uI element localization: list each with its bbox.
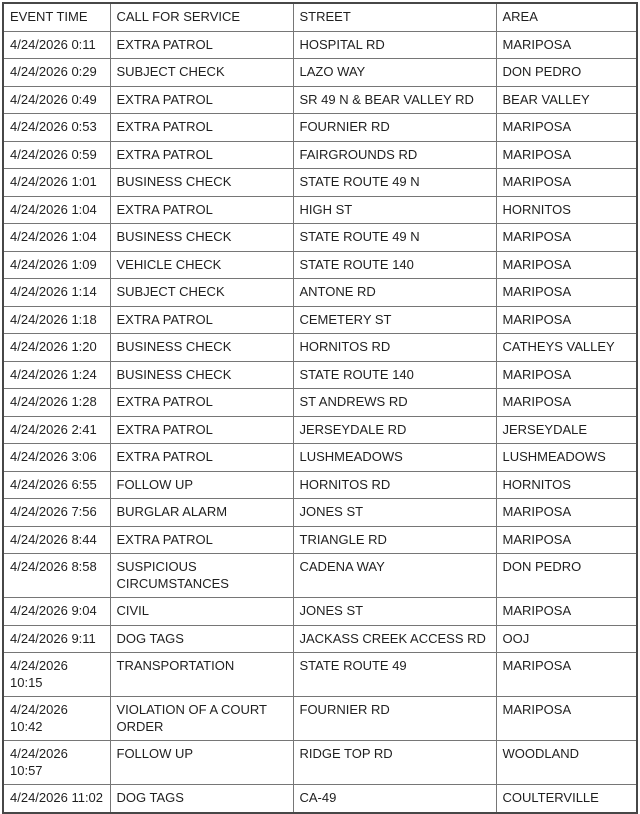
- table-row: [3, 169, 637, 197]
- cell-area: CATHEYS VALLEY: [496, 334, 637, 362]
- cell-area: HORNITOS: [496, 196, 637, 224]
- cell-area: BEAR VALLEY: [496, 86, 637, 114]
- cell-call-for-service: TRANSPORTATION: [110, 653, 293, 697]
- cell-event-time: 4/24/2026 0:49: [3, 86, 110, 114]
- cell-event-time: 4/24/2026 1:24: [3, 361, 110, 389]
- cell-event-time: 4/24/2026 1:28: [3, 389, 110, 417]
- cell-area: MARIPOSA: [496, 169, 637, 197]
- cell-area: JERSEYDALE: [496, 416, 637, 444]
- table-row: [3, 141, 637, 169]
- cell-call-for-service: EXTRA PATROL: [110, 416, 293, 444]
- table-header: [3, 3, 637, 31]
- cell-event-time: 4/24/2026 1:20: [3, 334, 110, 362]
- cell-event-time: 4/24/2026 10:57: [3, 741, 110, 785]
- cell-street: RIDGE TOP RD: [293, 741, 496, 785]
- table-row: [3, 389, 637, 417]
- table-row: [3, 196, 637, 224]
- cell-call-for-service: VEHICLE CHECK: [110, 251, 293, 279]
- table-row: [3, 361, 637, 389]
- cell-street: JACKASS CREEK ACCESS RD: [293, 625, 496, 653]
- table-body: [3, 31, 637, 813]
- cell-event-time: 4/24/2026 1:18: [3, 306, 110, 334]
- cell-street: STATE ROUTE 140: [293, 361, 496, 389]
- cell-area: HORNITOS: [496, 471, 637, 499]
- cell-call-for-service: DOG TAGS: [110, 785, 293, 813]
- cell-call-for-service: SUSPICIOUS CIRCUMSTANCES: [110, 554, 293, 598]
- table-row: [3, 554, 637, 598]
- cell-area: MARIPOSA: [496, 361, 637, 389]
- cell-area: DON PEDRO: [496, 554, 637, 598]
- cell-area: MARIPOSA: [496, 389, 637, 417]
- cell-call-for-service: SUBJECT CHECK: [110, 279, 293, 307]
- cell-event-time: 4/24/2026 10:15: [3, 653, 110, 697]
- cell-event-time: 4/24/2026 0:29: [3, 59, 110, 87]
- cell-call-for-service: BUSINESS CHECK: [110, 169, 293, 197]
- cell-area: LUSHMEADOWS: [496, 444, 637, 472]
- table-row: [3, 59, 637, 87]
- table-row: [3, 334, 637, 362]
- table-row: [3, 526, 637, 554]
- cell-area: MARIPOSA: [496, 697, 637, 741]
- table-row: [3, 653, 637, 697]
- cell-event-time: 4/24/2026 0:11: [3, 31, 110, 59]
- cell-event-time: 4/24/2026 1:09: [3, 251, 110, 279]
- cell-street: STATE ROUTE 140: [293, 251, 496, 279]
- cell-call-for-service: BURGLAR ALARM: [110, 499, 293, 527]
- table-row: [3, 86, 637, 114]
- cell-call-for-service: VIOLATION OF A COURT ORDER: [110, 697, 293, 741]
- table-row: [3, 499, 637, 527]
- table-row: [3, 471, 637, 499]
- cell-area: WOODLAND: [496, 741, 637, 785]
- column-header-call-for-service: CALL FOR SERVICE: [110, 3, 293, 31]
- column-header-street: STREET: [293, 3, 496, 31]
- cell-street: CA-49: [293, 785, 496, 813]
- cell-event-time: 4/24/2026 8:44: [3, 526, 110, 554]
- cell-area: MARIPOSA: [496, 31, 637, 59]
- cell-area: MARIPOSA: [496, 141, 637, 169]
- cell-event-time: 4/24/2026 7:56: [3, 499, 110, 527]
- cell-street: STATE ROUTE 49: [293, 653, 496, 697]
- cell-street: HOSPITAL RD: [293, 31, 496, 59]
- cell-event-time: 4/24/2026 1:14: [3, 279, 110, 307]
- cell-call-for-service: SUBJECT CHECK: [110, 59, 293, 87]
- cell-street: JERSEYDALE RD: [293, 416, 496, 444]
- column-header-area: AREA: [496, 3, 637, 31]
- cell-event-time: 4/24/2026 11:02: [3, 785, 110, 813]
- cell-event-time: 4/24/2026 9:04: [3, 598, 110, 626]
- cell-event-time: 4/24/2026 6:55: [3, 471, 110, 499]
- header-row: [3, 3, 637, 31]
- cell-street: STATE ROUTE 49 N: [293, 169, 496, 197]
- cell-call-for-service: BUSINESS CHECK: [110, 224, 293, 252]
- cell-area: MARIPOSA: [496, 114, 637, 142]
- cell-call-for-service: EXTRA PATROL: [110, 306, 293, 334]
- cell-call-for-service: EXTRA PATROL: [110, 114, 293, 142]
- cell-street: JONES ST: [293, 499, 496, 527]
- cell-street: HORNITOS RD: [293, 471, 496, 499]
- cell-call-for-service: FOLLOW UP: [110, 741, 293, 785]
- cell-area: DON PEDRO: [496, 59, 637, 87]
- cell-area: MARIPOSA: [496, 653, 637, 697]
- cell-street: ST ANDREWS RD: [293, 389, 496, 417]
- cell-call-for-service: DOG TAGS: [110, 625, 293, 653]
- table-row: [3, 741, 637, 785]
- cell-call-for-service: EXTRA PATROL: [110, 141, 293, 169]
- cell-street: HORNITOS RD: [293, 334, 496, 362]
- cell-area: COULTERVILLE: [496, 785, 637, 813]
- table-row: [3, 251, 637, 279]
- cell-area: MARIPOSA: [496, 598, 637, 626]
- table-row: [3, 306, 637, 334]
- cell-street: CADENA WAY: [293, 554, 496, 598]
- cell-call-for-service: EXTRA PATROL: [110, 86, 293, 114]
- cell-street: FOURNIER RD: [293, 114, 496, 142]
- cell-street: SR 49 N & BEAR VALLEY RD: [293, 86, 496, 114]
- table-row: [3, 697, 637, 741]
- cell-street: HIGH ST: [293, 196, 496, 224]
- cell-area: MARIPOSA: [496, 251, 637, 279]
- cell-event-time: 4/24/2026 3:06: [3, 444, 110, 472]
- cell-street: LAZO WAY: [293, 59, 496, 87]
- cell-event-time: 4/24/2026 0:59: [3, 141, 110, 169]
- cell-area: MARIPOSA: [496, 306, 637, 334]
- table-row: [3, 598, 637, 626]
- table-row: [3, 279, 637, 307]
- cell-call-for-service: FOLLOW UP: [110, 471, 293, 499]
- cell-event-time: 4/24/2026 1:04: [3, 224, 110, 252]
- cell-event-time: 4/24/2026 9:11: [3, 625, 110, 653]
- cell-event-time: 4/24/2026 2:41: [3, 416, 110, 444]
- cell-area: MARIPOSA: [496, 499, 637, 527]
- cell-street: CEMETERY ST: [293, 306, 496, 334]
- cell-call-for-service: EXTRA PATROL: [110, 526, 293, 554]
- table-row: [3, 224, 637, 252]
- cell-call-for-service: BUSINESS CHECK: [110, 361, 293, 389]
- cell-street: FOURNIER RD: [293, 697, 496, 741]
- cell-street: JONES ST: [293, 598, 496, 626]
- cell-event-time: 4/24/2026 1:04: [3, 196, 110, 224]
- cell-event-time: 4/24/2026 8:58: [3, 554, 110, 598]
- cell-area: MARIPOSA: [496, 279, 637, 307]
- cell-call-for-service: BUSINESS CHECK: [110, 334, 293, 362]
- cell-street: ANTONE RD: [293, 279, 496, 307]
- cell-event-time: 4/24/2026 1:01: [3, 169, 110, 197]
- cell-area: MARIPOSA: [496, 526, 637, 554]
- table-row: [3, 31, 637, 59]
- table-row: [3, 444, 637, 472]
- cell-event-time: 4/24/2026 10:42: [3, 697, 110, 741]
- cell-event-time: 4/24/2026 0:53: [3, 114, 110, 142]
- dispatch-log-table: [2, 2, 638, 814]
- table-row: [3, 114, 637, 142]
- column-header-event-time: EVENT TIME: [3, 3, 110, 31]
- cell-street: LUSHMEADOWS: [293, 444, 496, 472]
- cell-street: TRIANGLE RD: [293, 526, 496, 554]
- cell-call-for-service: EXTRA PATROL: [110, 389, 293, 417]
- cell-call-for-service: EXTRA PATROL: [110, 444, 293, 472]
- cell-street: FAIRGROUNDS RD: [293, 141, 496, 169]
- cell-call-for-service: EXTRA PATROL: [110, 196, 293, 224]
- cell-area: OOJ: [496, 625, 637, 653]
- cell-call-for-service: CIVIL: [110, 598, 293, 626]
- table-row: [3, 785, 637, 813]
- table-row: [3, 625, 637, 653]
- cell-street: STATE ROUTE 49 N: [293, 224, 496, 252]
- cell-call-for-service: EXTRA PATROL: [110, 31, 293, 59]
- cell-area: MARIPOSA: [496, 224, 637, 252]
- table-row: [3, 416, 637, 444]
